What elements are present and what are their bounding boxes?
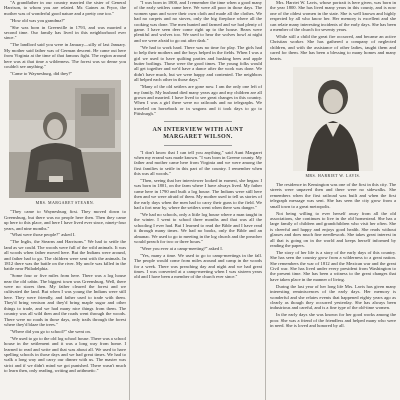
- column-middle: [134, 0, 262, 400]
- section-divider: [164, 121, 232, 122]
- column-left: [4, 0, 126, 400]
- paragraph: During the last year of her long life Mrs. Lavis has given many interesting reminiscences of the early days. Her memory is wonderful and she relates events that happened eighty years ago as clearly as though they occurred yesterday. She has always been industrious and careful, and is a fine type of the old-time women.: [270, 283, 396, 311]
- paragraph: The residence in Kensington was one of the first in this city. The streets were unpaved then and there were no sidewalks. She remembers when the first railroad was built and when the first telegraph message was sent. She has seen the city grow from a small town to a great metropolis.: [270, 181, 396, 209]
- article-heading: AN INTERVIEW WITH AUNT MARGARET WILSON.: [152, 126, 244, 140]
- paragraph: "They came to Waynesburg first. They moved down to Greensburg, but there was no people here then. Then they came up here to this place, and here I have lived ever since, ninety-four years, and nine months.": [4, 209, 126, 231]
- paragraph: "Then, seeing that her interviewer looked in earnest, she began: I was born in 1801, on the farm where I have always lived. My father came here in 1790 and built a log house. The Indians were still here then and we were afraid of them. My mother used to tell us stories of the early days when the men had to carry their guns to the field. We had a fort near by, where the settlers went when there was danger.": [134, 178, 262, 211]
- column-right: [270, 0, 396, 400]
- paragraph: "Were you ever at a camp-meeting?" asked I.: [140, 245, 223, 251]
- paragraph: "The landlord said you were in January—silly of last January. My mother said father was of German descent. He came out here from Virginia at the time of that famous fight. The region around here was at that time a wilderness. The forest was so dense you couldn't see anything.": [4, 42, 126, 69]
- paragraph: "Came to Waynesburg, did they?": [10, 70, 73, 76]
- photo-caption: MRS. MARGARET STEARN.: [35, 200, 95, 206]
- engraving-portrait: [293, 67, 373, 171]
- paragraph: "She was born in Greenville in 1793, and was married a second time. Our family has lived in this neighborhood ever since.": [4, 24, 126, 41]
- paragraph: "How old was you grandma?": [10, 17, 66, 23]
- paragraph: In the early days she was known for her good works among the poor. She was a friend of the friendless and helped many who were in need. She is loved and honored by all.: [270, 312, 396, 329]
- paragraph: The story of her life is a story of the early days of this country. She has seen the country grow from a wilderness to a great nation. She remembers the war of 1812 and the Mexican war and the great Civil war. She has lived under every president from Washington to the present time. She has been a witness to the great changes that have taken place in the manner of living.: [270, 249, 396, 282]
- column-rule: [265, 0, 266, 400]
- col2-bottom-text: [134, 150, 262, 280]
- col1-bottom-text: [4, 209, 126, 373]
- engraving-portrait: [9, 80, 121, 198]
- paragraph: "We had no schools, only a little log house where a man taught in the winter. I went to school three months and that was all the schooling I ever had. But I learned to read the Bible and I have read it through many times. We had no books, only the Bible and an almanac. We used to go to meeting in the log church and the preacher would preach for two or three hours.": [134, 212, 262, 245]
- column-rule: [129, 0, 130, 400]
- col3-bottom-text: [270, 182, 396, 329]
- paragraph: "I don't know that I can tell you anything," said Aunt Margaret when my errand was made known. "I was born in Greene county. My father and mother came here from Virginia and we were among the first families to settle in this part of the country. I remember when this was all woods.": [134, 149, 262, 177]
- paragraph: Mrs. Harriet W. Lavis, whose portrait is here given, was born in the year 1800. She has lived many years in this county, and is now one of the oldest women in the state. She is well known and highly respected by all who know her. Her memory is excellent and she can relate many interesting incidents of the early days. She has been a member of the church for seventy years.: [270, 0, 396, 33]
- col1-top-text: [4, 0, 126, 76]
- paragraph: "Some four or five miles from here. There was a log house near the old cabin. The biggest town was Greensburg. Well, there were no stores then. My father cleared the forest and we cultivated the land. But when I was young the Indians were still here. They were friendly, and father used to trade with them. They'd bring venison and they'd bring maple sugar and other things to trade, and we had many nice things from them. The country was all wild then and the roads went through the woods. There were no roads in those days, only trails through the forest where they'd blaze the trees.": [4, 273, 126, 327]
- paragraph: "Yes, many a time. We used to go to camp-meetings in the fall. The people would come from miles around and camp in the woods for a week. There was preaching day and night and we had great times. I was converted at a camp-meeting when I was sixteen years old and I have been a member of the church ever since.": [134, 252, 262, 280]
- paragraph: "The Inglis, the Stearns and Harrisons." We had to settle the land as we could. The woods were full of the wild animals. It was all woods when father moved here. But the Indians were around, and father had to go. The children were sent with the animals. In 1812 there was the battle on the river. My uncle was killed in the battle near Philadelphia.: [4, 239, 126, 272]
- paragraph: "What were those people?" asked I.: [10, 232, 76, 238]
- col3-top-text: [270, 0, 396, 61]
- paragraph: "A grandfather in our country married the sister of General Harrison, to whom you are related. Mr. Gaines as Pryor, the mother was of wonderful good nature and a pretty one too.": [4, 0, 126, 16]
- paragraph: "We used to go to the old log school house. There was a school house in the settlement and it was a long way from home. I learned to read and write and that was about all. We used to have spelling schools in those days and we had great times. We had to walk a long way and carry our dinner with us. The master was strict and if we didn't mind we got punished. There wasn't much to learn then, only reading, writing and arithmetic.": [4, 335, 126, 374]
- paragraph: "We had to work hard. There was no time for play. The girls had to help their mothers and the boys helped in the fields. When I was a girl we used to have quilting parties and husking bees and apple butter boilings. Those were the good times. The young folks would all get together and we'd have a dance after the work was done. We didn't have much, but we were happy and contented. The neighbors all helped each other in those days.": [134, 44, 262, 83]
- section-divider: [164, 145, 232, 146]
- paragraph: "Where did you go to school?" she went on.: [10, 328, 91, 334]
- col2-top-text: [134, 0, 262, 117]
- paragraph: "Many of the old settlers are gone now. I am the only one left of my family. My husband died many years ago and my children are all grown and married. I have lived to see great changes in this country. When I was a girl there were no railroads and no telegraphs. We traveled on horseback or in wagons and it took days to go to Pittsburgh.": [134, 84, 262, 117]
- paragraph: "I was born in 1800, and I remember the time when a good many of the early settlers came here. We were all poor in those days. The women spun and wove their own cloth and made all the clothes. We had no carpets and no stoves, only the big fireplace where all the cooking was done. The men hunted and farmed and we had plenty of game. I have seen deer come right up to the house. Bears were plentiful and wolves too. We used to hear the wolves howl at night and we were afraid to go out after dark.": [134, 0, 262, 43]
- photo-harriet-lavis: [293, 67, 373, 171]
- photo-caption: MRS. HARRIET W. LAVIS.: [305, 172, 361, 178]
- paragraph: Not being willing to ever herself away from all the old associations, she continues to live in the old homestead. She has a large family of children and grandchildren who visit her often. She is cheerful and happy and enjoys good health. She reads without glasses and does much fine needlework. She takes great interest in all that is going on in the world and keeps herself informed by reading the papers.: [270, 210, 396, 248]
- paragraph: While still a child the great fire occurred, and became an active Christian worker. She has gathered a company of neglected children, and with the assistance of other ladies, taught them and cared for them. She has been a blessing to many homes and many hearts.: [270, 33, 396, 61]
- photo-margaret-stearn: [9, 80, 121, 198]
